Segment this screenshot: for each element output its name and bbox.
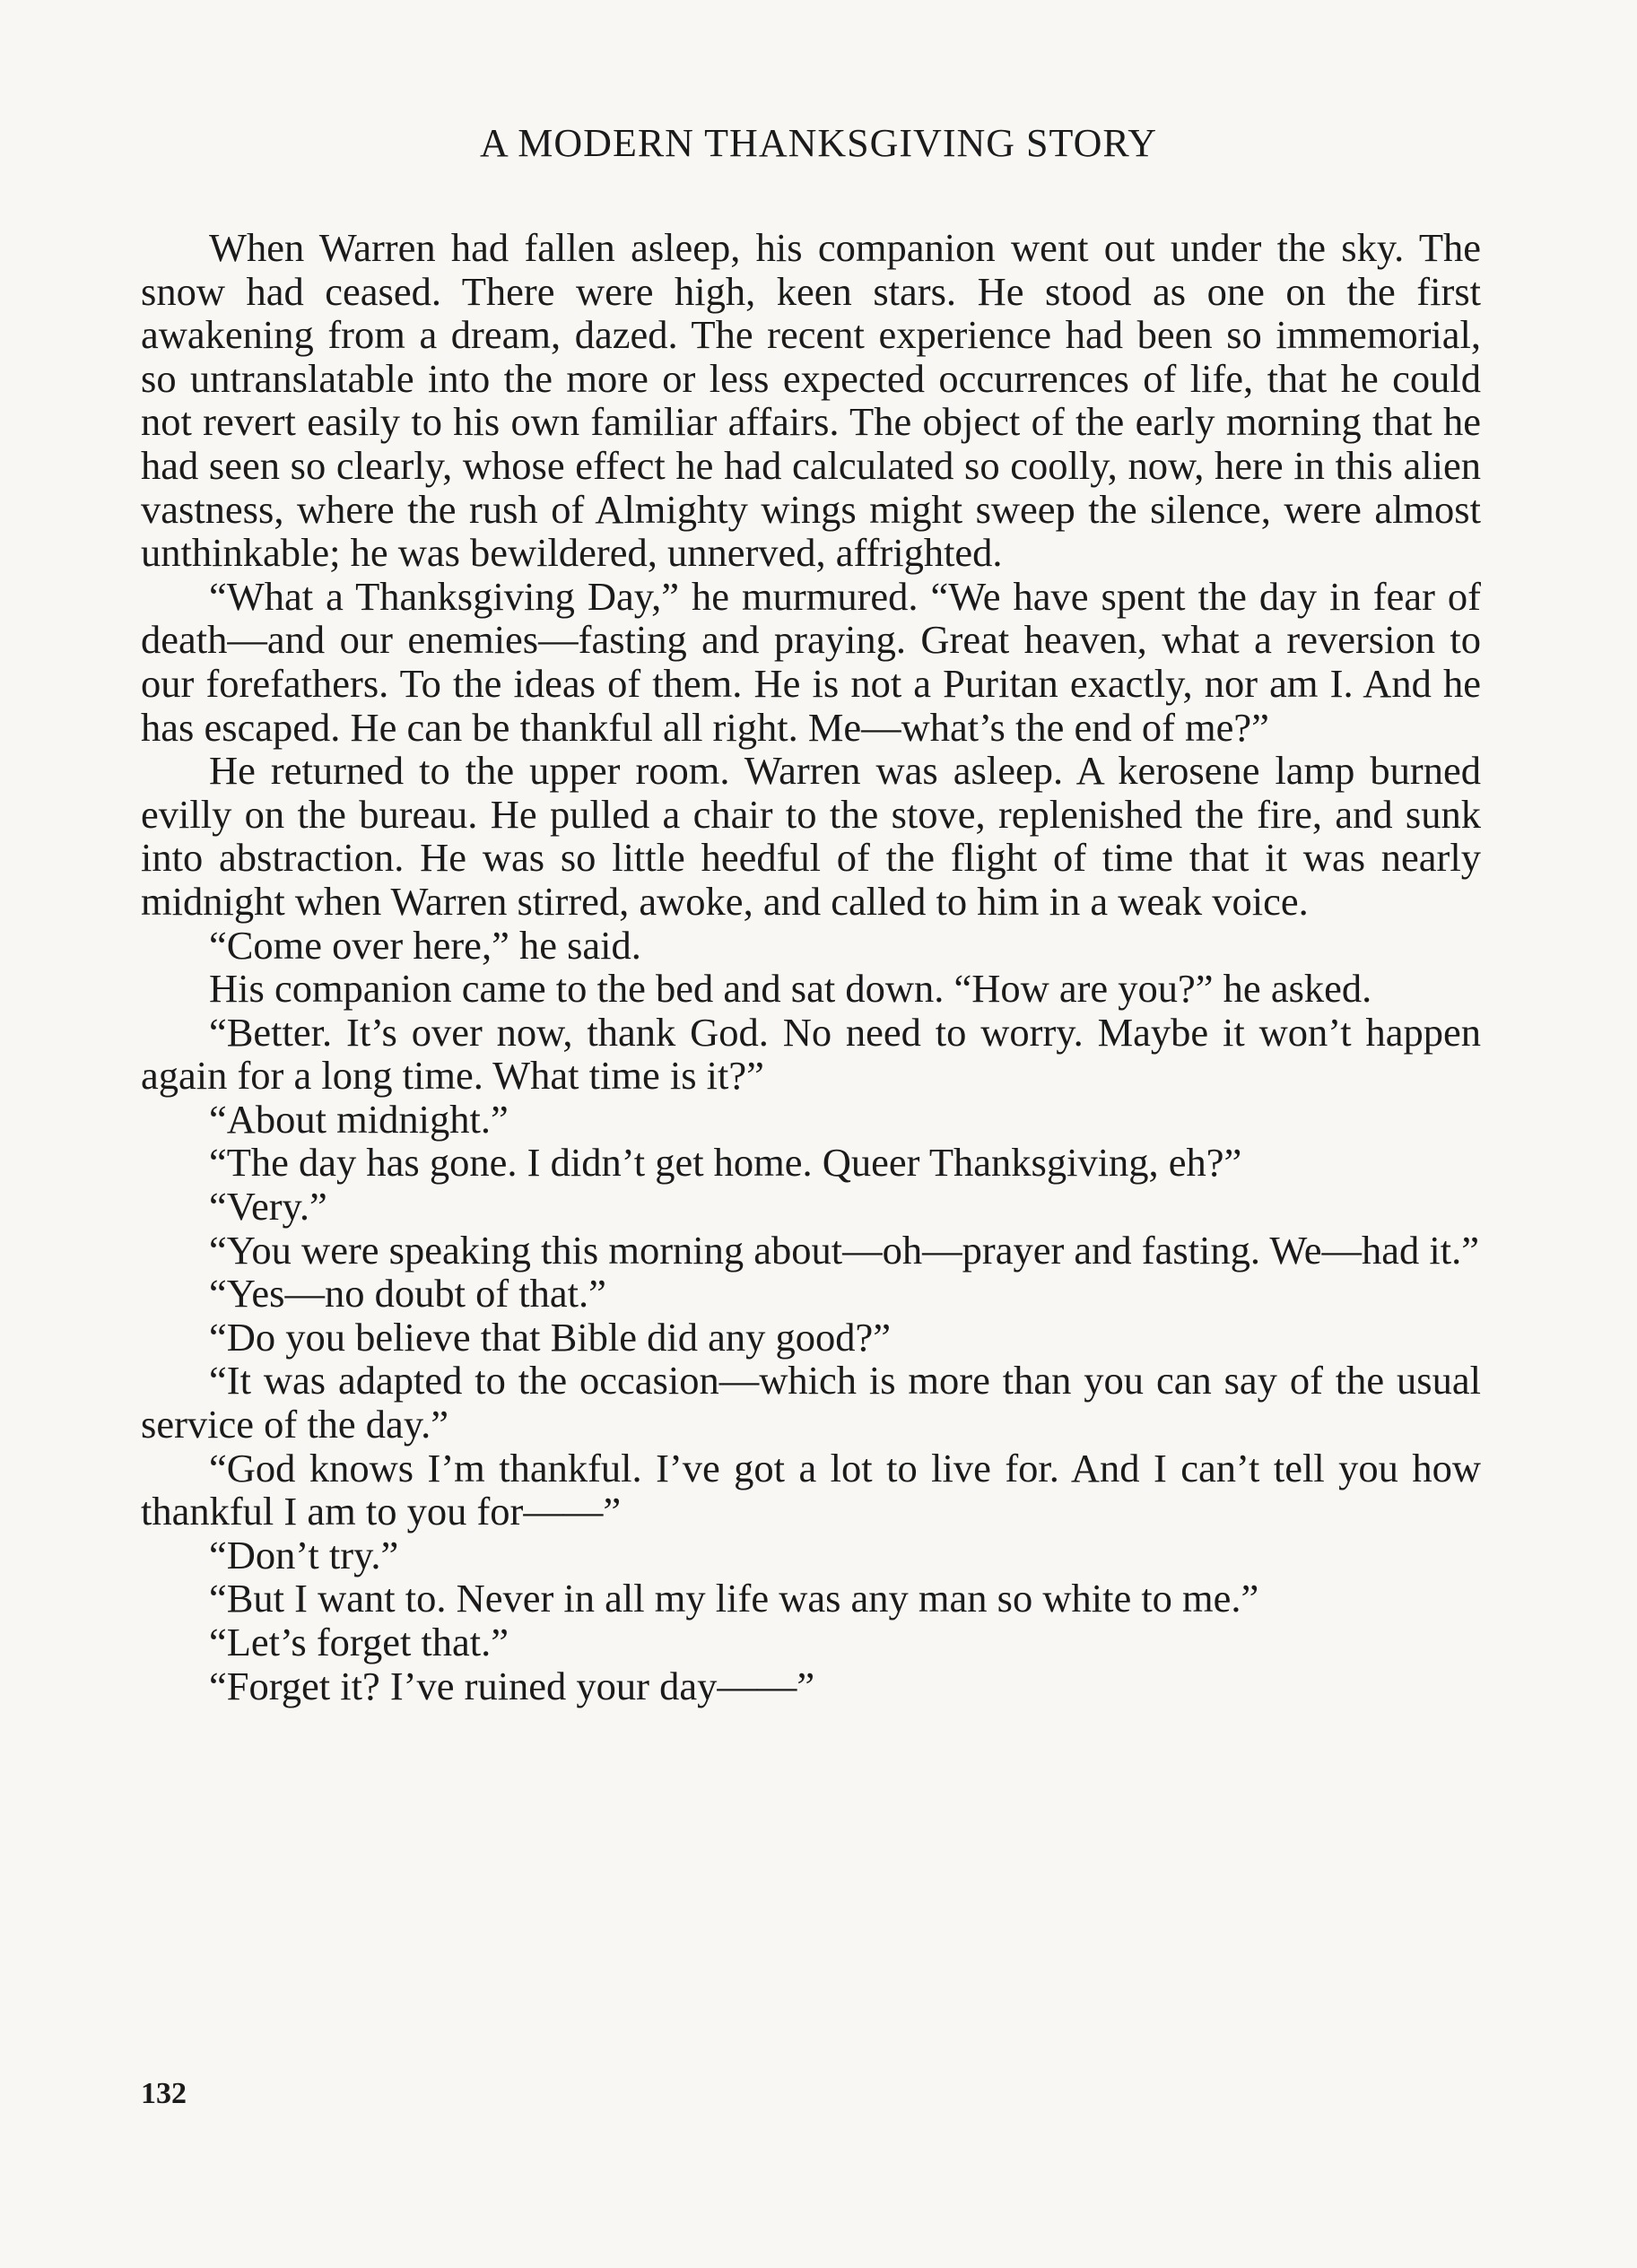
paragraph-5: His companion came to the bed and sat down. “How are you?” he asked. bbox=[209, 966, 1372, 1012]
paragraph-16: “But I want to. Never in all my life was any man so white to me.” bbox=[209, 1576, 1259, 1621]
paragraph-10: “You were speaking this morning about—oh—prayer and fasting. We—had it.” bbox=[209, 1227, 1480, 1273]
paragraph-11: “Yes—no doubt of that.” bbox=[209, 1271, 606, 1316]
paragraph-7: “About midnight.” bbox=[209, 1096, 509, 1142]
paragraph-12: “Do you believe that Bible did any good?” bbox=[209, 1314, 891, 1360]
paragraph-6: “Better. It’s over now, thank God. No need to worry. Maybe it won’t happen again for a long time. What time is it?” bbox=[141, 1009, 1481, 1099]
paragraph-17: “Let’s forget that.” bbox=[209, 1620, 509, 1664]
page-number: 132 bbox=[141, 2077, 187, 2110]
paragraph-15: “Don’t try.” bbox=[209, 1532, 399, 1577]
paragraph-3: He returned to the upper room. Warren was asleep. A kerosene lamp burned evilly on the bureau. He pulled a chair to the stove, replenished the fire, and sunk into abstraction. He was so little heedful of the flight of time that it was nearly midnight when Warren stirred, awoke, and called to him in a weak voice. bbox=[141, 748, 1481, 924]
paragraph-13: “It was adapted to the occasion—which is more than you can say of the usual service of the day.” bbox=[141, 1358, 1481, 1447]
running-head-title: A MODERN THANKSGIVING STORY bbox=[479, 121, 1158, 165]
paragraph-4: “Come over here,” he said. bbox=[209, 922, 641, 968]
paragraph-2: “What a Thanksgiving Day,” he murmured. “We have spent the day in fear of death—and our enemies—fasting and praying. Great heaven, what a reversion to our forefathers. To the ideas of them. He is not a Puritan exactly, nor am I. And he has escaped. He can be thankful all right. Me—what’s the end of me?” bbox=[141, 573, 1481, 750]
paragraph-14: “God knows I’m thankful. I’ve got a lot to live for. And I can’t tell you how thankful I am to you for——” bbox=[141, 1445, 1481, 1534]
paragraph-9: “Very.” bbox=[209, 1184, 327, 1230]
paragraph-8: “The day has gone. I didn’t get home. Queer Thanksgiving, eh?” bbox=[209, 1140, 1242, 1186]
body-text bbox=[141, 226, 1481, 1708]
paragraph-1: When Warren had fallen asleep, his companion went out under the sky. The snow had ceased. There were high, keen stars. He stood as one on the first awakening from a dream, dazed. The recent experience had been so immemorial, so untranslatable into the more or less expected occurrences of life, that he could not revert easily to his own familiar affairs. The object of the early morning that he had seen so clearly, whose effect he had calculated so coolly, now, here in this alien vastness, where the rush of Almighty wings might sweep the silence, were almost unthinkable; he was bewildered, unnerved, affrighted. bbox=[141, 225, 1481, 576]
paragraph-18: “Forget it? I’ve ruined your day——” bbox=[209, 1663, 815, 1708]
